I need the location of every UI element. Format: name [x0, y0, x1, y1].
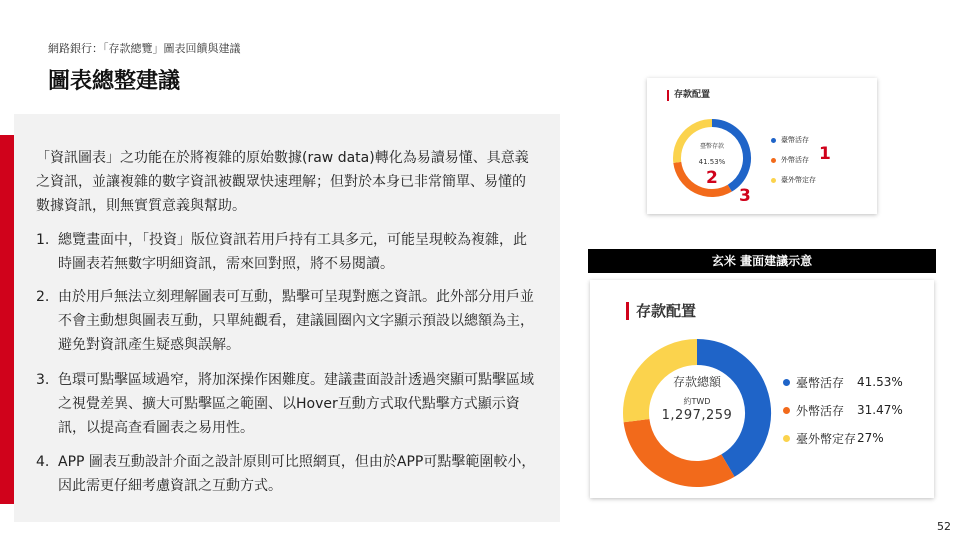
suggested-legend — [783, 368, 903, 452]
legend-dot — [771, 158, 776, 163]
list-item-number: 4. — [36, 454, 50, 470]
breadcrumb: 網路銀行：「存款總覽」圖表回饋與建議 — [48, 42, 241, 55]
suggestion-banner: 玄米 畫面建議示意 — [588, 249, 936, 273]
legend-label: 臺幣活存 — [796, 375, 845, 390]
intro-paragraph: 「資訊圖表」之功能在於將複雜的原始數據(raw data)轉化為易讀易懂、具意義之資訊，並讓複雜的數字資訊被觀眾快速理解；但對於本身已非常簡單、易懂的數據資訊，則無實質意義與幫助。 — [36, 150, 529, 214]
page-title: 圖表總整建議 — [48, 69, 181, 94]
legend-item[interactable] — [771, 150, 816, 170]
legend-value: 41.53% — [857, 375, 903, 389]
list-item-number: 2. — [36, 289, 50, 305]
left-accent-bar — [0, 135, 14, 504]
annotation-marker-1: 1 — [819, 144, 831, 164]
legend-dot — [771, 138, 776, 143]
suggested-donut-center-label: 存款總額 — [672, 375, 721, 389]
suggested-donut-center-currency: 約TWD — [683, 397, 711, 406]
donut-slice-外幣活存[interactable] — [636, 421, 727, 474]
current-chart-title: 存款配置 — [667, 90, 710, 101]
suggested-chart-card — [590, 280, 934, 498]
legend-dot — [771, 178, 776, 183]
current-donut-center — [687, 142, 737, 167]
list-item — [36, 228, 536, 276]
list-item-number: 3. — [36, 372, 50, 388]
annotation-marker-2: 2 — [706, 168, 718, 188]
suggested-chart-title: 存款配置 — [626, 302, 696, 320]
legend-value: 27% — [857, 431, 884, 445]
legend-dot — [783, 407, 790, 414]
legend-value: 31.47% — [857, 403, 903, 417]
legend-label: 臺外幣定存 — [796, 431, 857, 446]
list-item-text: 由於用戶無法立刻理解圖表可互動，點擊可呈現對應之資訊。此外部分用戶並不會主動想與圖表互動，只單純觀看，建議圓圈內文字顯示預設以總額為主，避免對資訊產生疑惑與誤解。 — [58, 289, 534, 353]
list-item-number: 1. — [36, 232, 50, 248]
legend-label: 外幣活存 — [796, 403, 845, 418]
legend-item[interactable] — [771, 130, 816, 150]
list-item — [36, 450, 536, 498]
current-donut-center-value: 41.53% — [698, 158, 726, 166]
legend-label: 臺幣活存 — [781, 136, 809, 144]
legend-dot — [783, 435, 790, 442]
legend-dot — [783, 379, 790, 386]
legend-label: 臺外幣定存 — [781, 176, 816, 184]
legend-item[interactable] — [783, 368, 903, 396]
legend-item[interactable] — [783, 396, 903, 424]
legend-item[interactable] — [783, 424, 903, 452]
suggested-donut-center — [652, 374, 742, 424]
current-chart-card — [647, 78, 877, 214]
legend-item[interactable] — [771, 170, 816, 190]
annotation-marker-3: 3 — [739, 186, 751, 206]
suggested-donut-center-value: 1,297,259 — [661, 408, 733, 423]
legend-label: 外幣活存 — [781, 156, 809, 164]
recommendation-panel — [14, 114, 560, 522]
list-item — [36, 368, 536, 440]
page-number: 52 — [937, 520, 951, 533]
list-item-text: APP 圖表互動設計介面之設計原則可比照網頁，但由於APP可點擊範圍較小，因此需更仔細考慮資訊之互動方式。 — [58, 454, 536, 494]
current-donut-center-label: 臺幣存款 — [699, 143, 724, 150]
list-item-text: 總覽畫面中，「投資」版位資訊若用戶持有工具多元，可能呈現較為複雜，此時圖表若無數字明細資訊，需來回對照，將不易閱讀。 — [58, 232, 527, 272]
list-item-text: 色環可點擊區域過窄，將加深操作困難度。建議畫面設計透過突顯可點擊區域之視覺差異、擴大可點擊區之範圍、以Hover互動方式取代點擊方式顯示資訊，以提高查看圖表之易用性。 — [58, 372, 534, 436]
list-item — [36, 285, 536, 357]
current-legend — [771, 130, 816, 190]
